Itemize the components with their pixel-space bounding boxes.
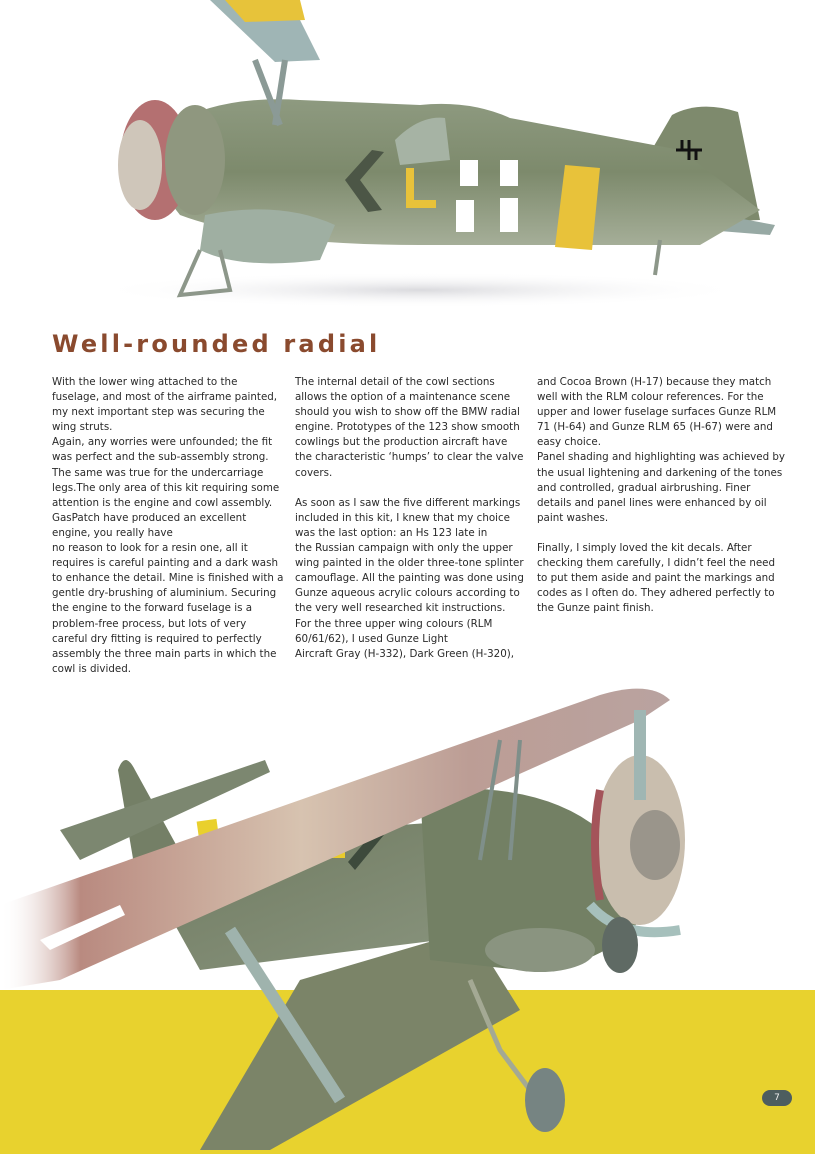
paragraph: Finally, I simply loved the kit decals. After checking them carefully, I didn’t feel the need to put them aside and paint the markings and codes as I often do. They adhered perfectly to the Gunze paint finish. (537, 542, 776, 615)
text-column-2 (295, 375, 527, 662)
paragraph-spacer (295, 481, 527, 496)
paragraph: Panel shading and highlighting was achieved by the usual lightening and darkening of the tones and controlled, gradual airbrushing. Finer details and panel lines were enhanced by oil paint washes. (537, 451, 786, 524)
article-headline: Well-rounded radial (52, 330, 381, 358)
paragraph: The internal detail of the cowl sections allows the option of a maintenance scene should you wish to show off the BMW radial engine. Prototypes of the 123 show smooth cowlings but the production aircraft have the characteristic ‘humps’ to clear the valve covers. (295, 376, 524, 479)
paragraph: the Russian campaign with only the upper wing painted in the older three-tone splinter camouflage. All the painting was done using Gunze aqueous acrylic colours according to the very well researched kit instructions. (295, 542, 524, 615)
paragraph: Aircraft Gray (H-332), Dark Green (H-320), (295, 647, 515, 660)
paragraph: no reason to look for a resin one, all it requires is careful painting and a dark wash to enhance the detail. Mine is finished with a gentle dry-brushing of aluminium. Securing the engine to the forward fuselage is a problem-free process, but lots of very careful dry fitting is required to perfectly assembly the three main parts in which the cowl is divided. (52, 542, 284, 675)
page-number-badge: 7 (762, 1090, 792, 1106)
paragraph: As soon as I saw the five different markings included in this kit, I knew that my choice was the last option: an Hs 123 late in (295, 496, 521, 539)
paragraph: and Cocoa Brown (H-17) because they match well with the RLM colour references. For the upper and lower fuselage surfaces Gunze RLM 71 (H-64) and Gunze RLM 65 (H-67) were and easy choice. (537, 376, 777, 449)
paragraph: With the lower wing attached to the fuselage, and most of the airframe painted, my next important step was securing the wing struts. (52, 376, 278, 434)
text-column-1 (52, 375, 284, 677)
paragraph: For the three upper wing colours (RLM 60/61/62), I used Gunze Light (295, 617, 493, 645)
text-column-3 (537, 375, 787, 617)
bottom-aircraft-photo (0, 680, 815, 1154)
top-aircraft-photo (0, 0, 815, 315)
paragraph-spacer (537, 526, 787, 541)
paragraph: Again, any worries were unfounded; the fit was perfect and the sub-assembly strong. The same was true for the undercarriage legs.The only area of this kit requiring some attention is the engine and cowl assembly. GasPatch have produced an excellent engine, you really have (52, 436, 280, 539)
